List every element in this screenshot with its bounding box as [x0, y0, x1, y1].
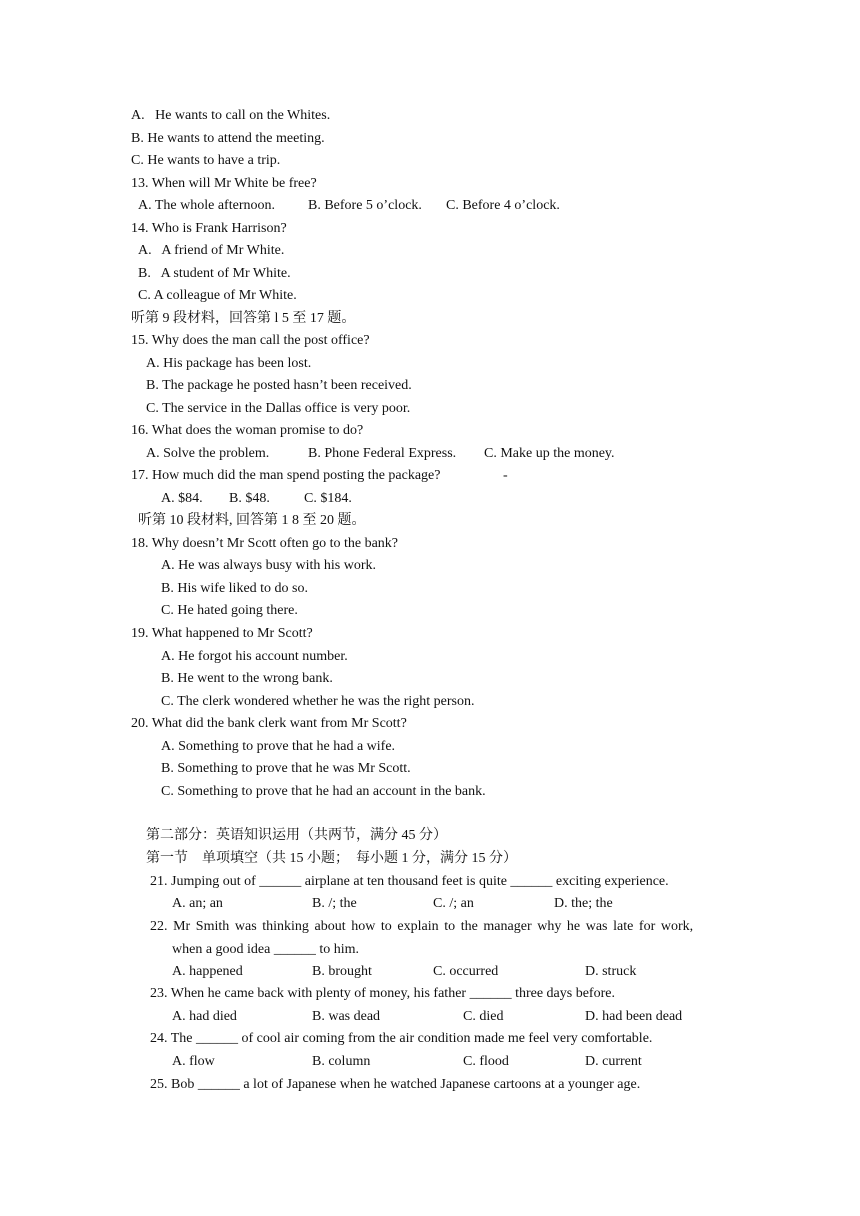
- q15-option-a: A. His package has been lost.: [146, 356, 312, 371]
- q22-option-a: A. happened: [172, 964, 243, 979]
- q21-option-a: A. an; an: [172, 896, 223, 911]
- q21-option-b: B. /; the: [312, 896, 357, 911]
- q24-option-d: D. current: [585, 1054, 642, 1069]
- q13-option-c: C. Before 4 o’clock.: [446, 198, 560, 213]
- q12-option-b: B. He wants to attend the meeting.: [131, 131, 325, 146]
- q17-stem: 17. How much did the man spend posting the package?: [131, 468, 441, 483]
- q17-option-c: C. $184.: [304, 491, 352, 506]
- q18-option-a: A. He was always busy with his work.: [161, 558, 377, 573]
- q19-option-a: A. He forgot his account number.: [161, 649, 348, 664]
- q15-option-b: B. The package he posted hasn’t been received.: [146, 378, 412, 393]
- q23-stem: 23. When he came back with plenty of money, his father ______ three days before.: [150, 986, 615, 1001]
- q14-stem: 14. Who is Frank Harrison?: [131, 221, 287, 236]
- q22-option-d: D. struck: [585, 964, 637, 979]
- q19-option-c: C. The clerk wondered whether he was the right person.: [161, 694, 475, 709]
- q18-option-c: C. He hated going there.: [161, 603, 298, 618]
- q20-option-b: B. Something to prove that he was Mr Scott.: [161, 761, 411, 776]
- q23-option-b: B. was dead: [312, 1009, 381, 1024]
- q17-option-a: A. $84.: [161, 491, 203, 506]
- q13-option-b: B. Before 5 o’clock.: [308, 198, 422, 213]
- q22-option-b: B. brought: [312, 964, 372, 979]
- q18-option-b: B. His wife liked to do so.: [161, 581, 308, 596]
- q13-option-a: A. The whole afternoon.: [138, 198, 275, 213]
- q14-option-c: C. A colleague of Mr White.: [138, 288, 297, 303]
- part-2-heading: 第二部分：英语知识运用（共两节，满分 45 分）: [146, 828, 447, 843]
- q19-stem: 19. What happened to Mr Scott?: [131, 626, 313, 641]
- section-10-instruction: 听第 10 段材料, 回答第 1 8 至 20 题。: [138, 513, 366, 528]
- q15-option-c: C. The service in the Dallas office is very poor.: [146, 401, 411, 416]
- q18-stem: 18. Why doesn’t Mr Scott often go to the bank?: [131, 536, 398, 551]
- q13-stem: 13. When will Mr White be free?: [131, 176, 317, 191]
- q22-stem-line-2: when a good idea ______ to him.: [172, 942, 360, 957]
- q12-option-c: C. He wants to have a trip.: [131, 153, 281, 168]
- q23-option-d: D. had been dead: [585, 1009, 683, 1024]
- q12-option-a: A. He wants to call on the Whites.: [131, 108, 331, 123]
- q22-stem-line-1: 22. Mr Smith was thinking about how to explain to the manager why he was late for work,: [150, 919, 694, 934]
- q20-option-c: C. Something to prove that he had an account in the bank.: [161, 784, 486, 799]
- q19-option-b: B. He went to the wrong bank.: [161, 671, 333, 686]
- q14-option-a: A. A friend of Mr White.: [138, 243, 285, 258]
- section-1-heading: 第一节 单项填空（共 15 小题； 每小题 1 分，满分 15 分）: [146, 851, 517, 866]
- q21-option-c: C. /; an: [433, 896, 474, 911]
- q15-stem: 15. Why does the man call the post office?: [131, 333, 370, 348]
- q21-option-d: D. the; the: [554, 896, 613, 911]
- q23-option-c: C. died: [463, 1009, 504, 1024]
- q20-option-a: A. Something to prove that he had a wife.: [161, 739, 396, 754]
- q23-option-a: A. had died: [172, 1009, 237, 1024]
- q17-option-b: B. $48.: [229, 491, 270, 506]
- q20-stem: 20. What did the bank clerk want from Mr Scott?: [131, 716, 407, 731]
- q17-stray-mark: -: [503, 468, 508, 483]
- q16-option-b: B. Phone Federal Express.: [308, 446, 457, 461]
- q22-option-c: C. occurred: [433, 964, 499, 979]
- q25-stem: 25. Bob ______ a lot of Japanese when he watched Japanese cartoons at a younger age.: [150, 1077, 641, 1092]
- q16-option-c: C. Make up the money.: [484, 446, 615, 461]
- q16-option-a: A. Solve the problem.: [146, 446, 270, 461]
- q24-option-a: A. flow: [172, 1054, 215, 1069]
- q24-stem: 24. The ______ of cool air coming from the air condition made me feel very comfortable.: [150, 1031, 653, 1046]
- q24-option-b: B. column: [312, 1054, 371, 1069]
- q16-stem: 16. What does the woman promise to do?: [131, 423, 364, 438]
- q21-stem: 21. Jumping out of ______ airplane at ten thousand feet is quite ______ exciting experience.: [150, 874, 669, 889]
- q14-option-b: B. A student of Mr White.: [138, 266, 291, 281]
- section-9-instruction: 听第 9 段材料，回答第 l 5 至 17 题。: [131, 311, 356, 326]
- q24-option-c: C. flood: [463, 1054, 509, 1069]
